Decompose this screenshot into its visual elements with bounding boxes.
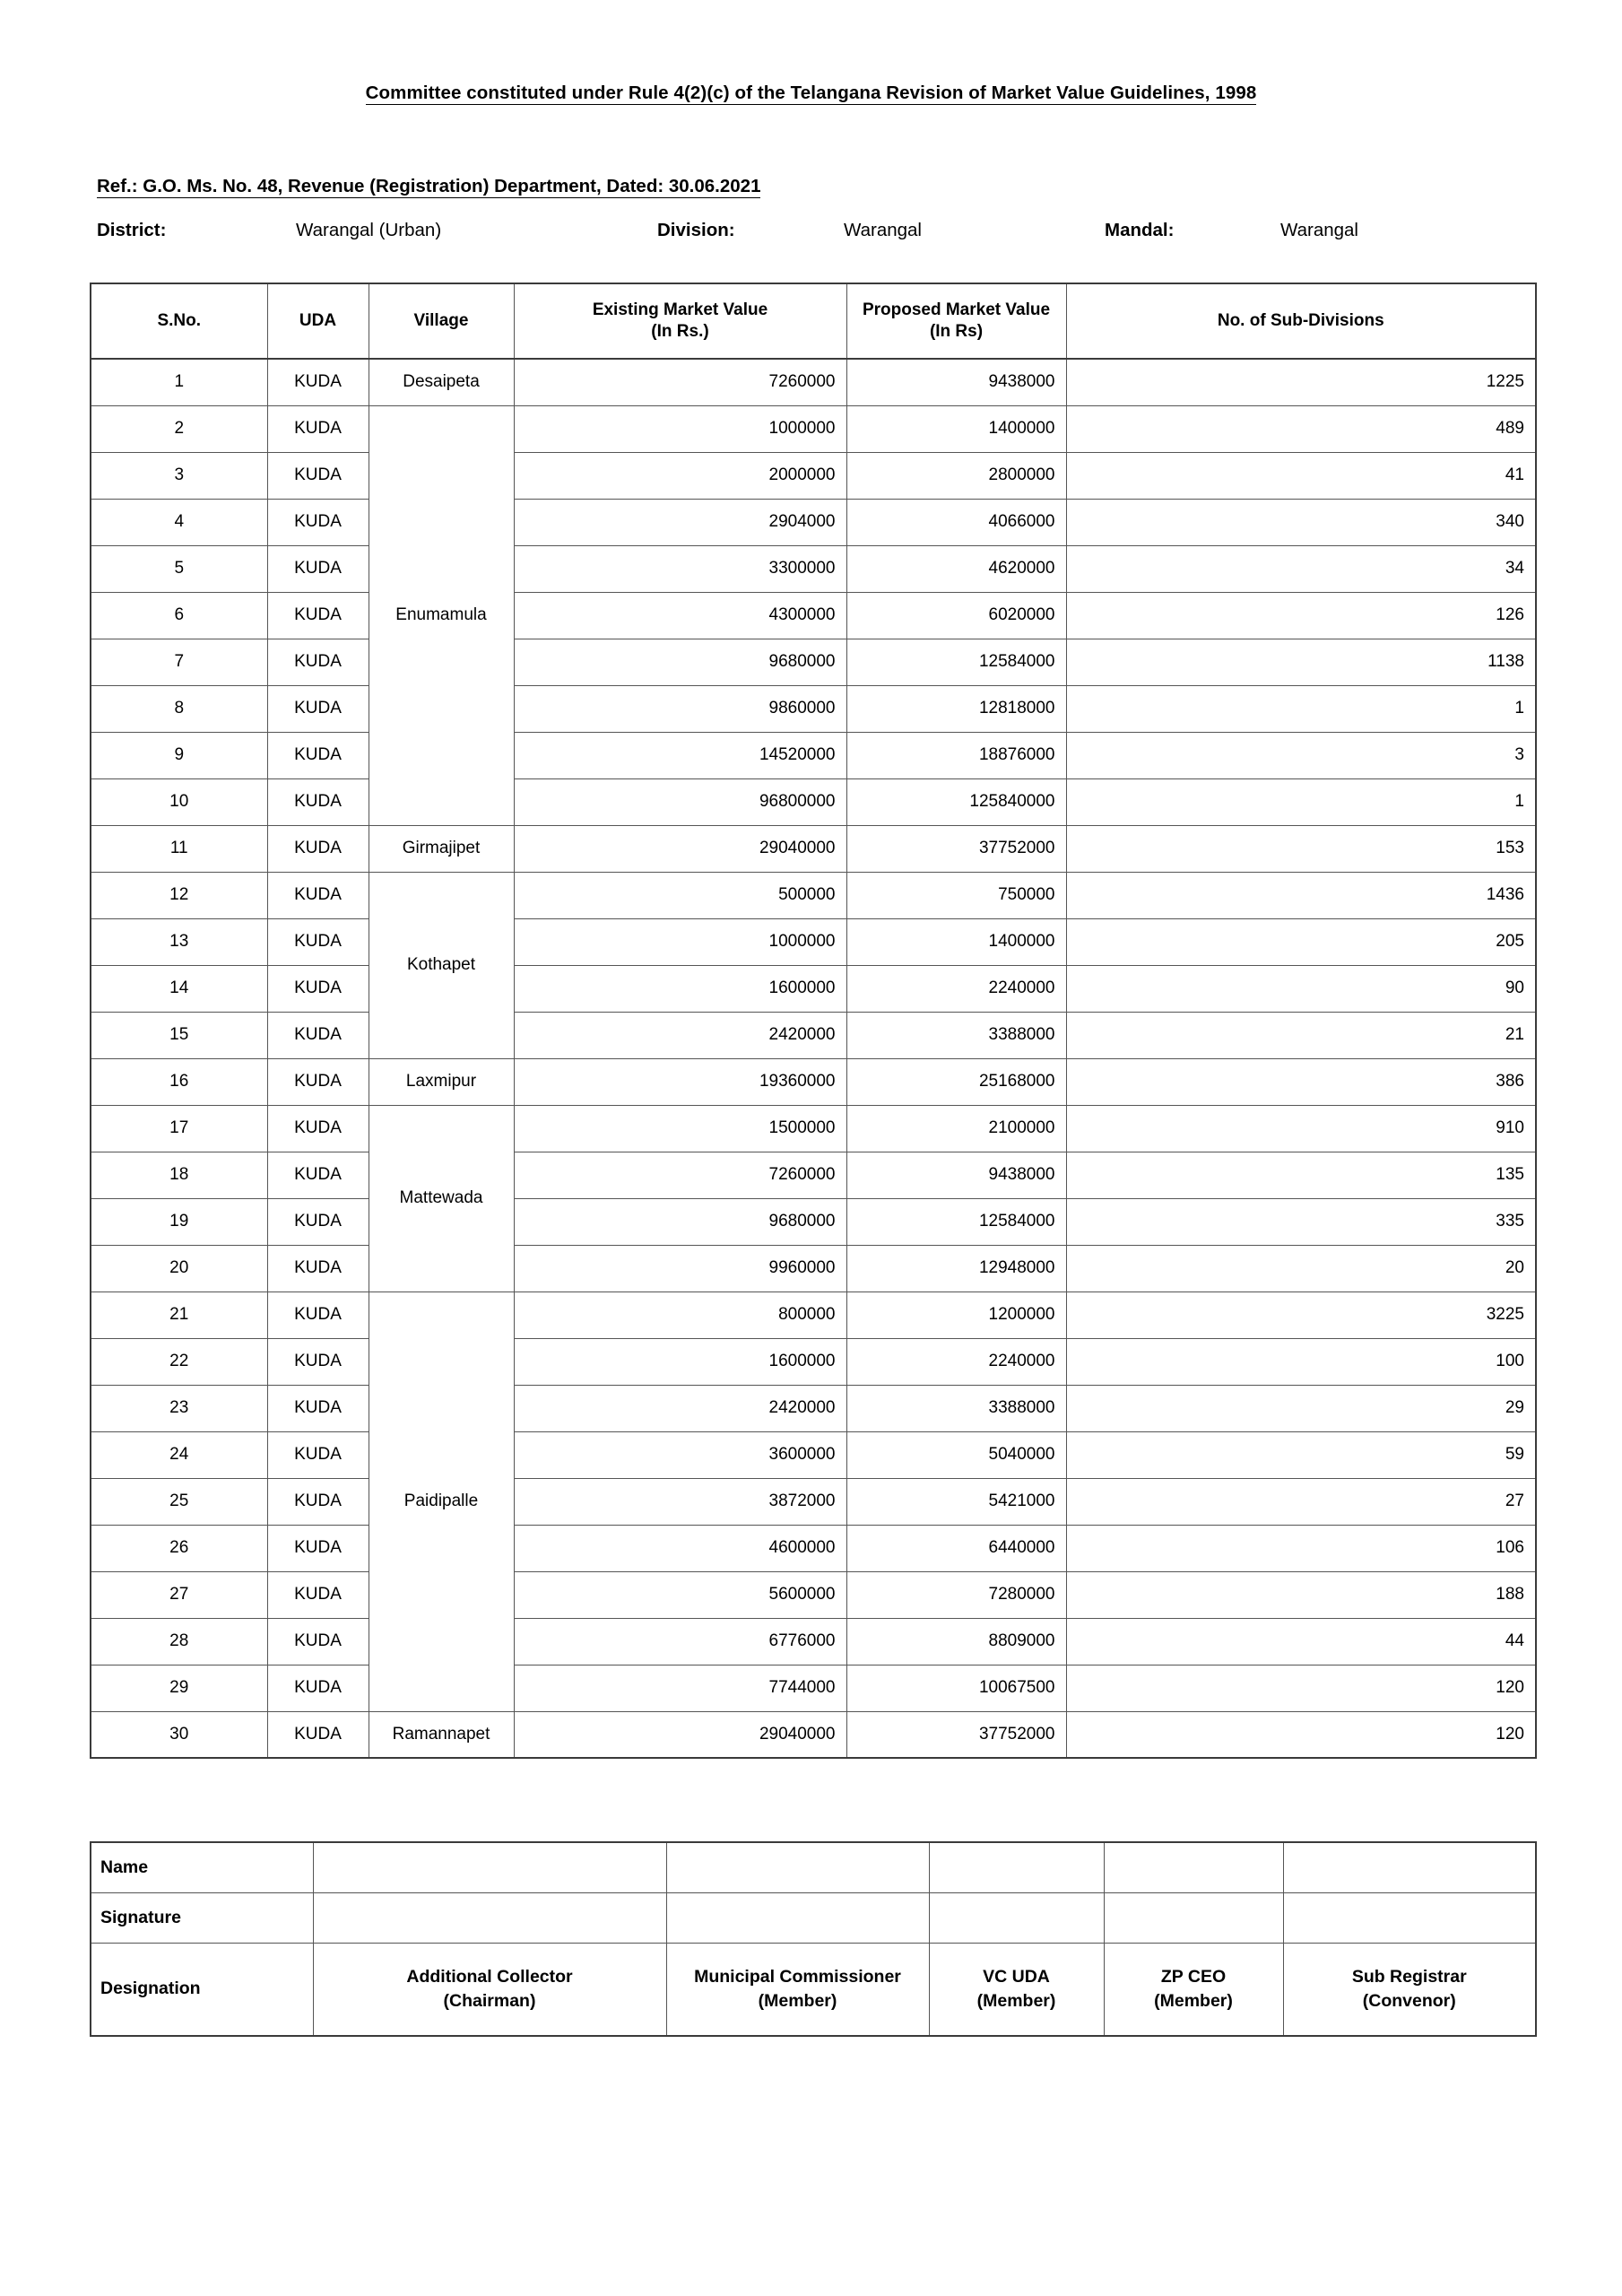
cell-existing-market-value: 4600000 — [514, 1525, 846, 1571]
cell-proposed-market-value: 37752000 — [846, 825, 1066, 872]
cell-existing-market-value: 1000000 — [514, 918, 846, 965]
cell-proposed-market-value: 6440000 — [846, 1525, 1066, 1571]
cell-village: Desaipeta — [369, 359, 514, 405]
name-entry-cell[interactable] — [1104, 1842, 1283, 1892]
existing-mv-line2: (In Rs.) — [651, 322, 709, 341]
col-header-proposed-market-value — [846, 283, 1066, 359]
cell-proposed-market-value: 3388000 — [846, 1385, 1066, 1431]
cell-proposed-market-value: 9438000 — [846, 1152, 1066, 1198]
cell-sno: 24 — [91, 1431, 267, 1478]
cell-subdivisions: 489 — [1066, 405, 1536, 452]
cell-sno: 28 — [91, 1618, 267, 1665]
cell-sno: 17 — [91, 1105, 267, 1152]
cell-sno: 12 — [91, 872, 267, 918]
cell-subdivisions: 205 — [1066, 918, 1536, 965]
cell-proposed-market-value: 4066000 — [846, 499, 1066, 545]
cell-existing-market-value: 29040000 — [514, 1711, 846, 1758]
cell-village: Girmajipet — [369, 825, 514, 872]
cell-existing-market-value: 800000 — [514, 1292, 846, 1338]
cell-proposed-market-value: 5421000 — [846, 1478, 1066, 1525]
table-body — [91, 359, 1536, 1758]
cell-uda: KUDA — [267, 1292, 369, 1338]
cell-sno: 23 — [91, 1385, 267, 1431]
signature-row-label-signature: Signature — [91, 1892, 313, 1943]
table-row — [91, 1618, 1536, 1665]
designation-role: (Chairman) — [443, 1990, 536, 2011]
cell-subdivisions: 3225 — [1066, 1292, 1536, 1338]
cell-uda: KUDA — [267, 1711, 369, 1758]
cell-village: Kothapet — [369, 872, 514, 1058]
cell-existing-market-value: 4300000 — [514, 592, 846, 639]
cell-village: Laxmipur — [369, 1058, 514, 1105]
designation-role: (Member) — [976, 1990, 1056, 2011]
table-row — [91, 1431, 1536, 1478]
cell-proposed-market-value: 4620000 — [846, 545, 1066, 592]
cell-uda: KUDA — [267, 1618, 369, 1665]
table-row — [91, 452, 1536, 499]
cell-village: Paidipalle — [369, 1292, 514, 1711]
cell-subdivisions: 120 — [1066, 1711, 1536, 1758]
cell-village: Ramannapet — [369, 1711, 514, 1758]
signature-row-signature — [91, 1892, 1536, 1943]
table-header-row — [91, 283, 1536, 359]
col-header-sno: S.No. — [91, 283, 267, 359]
cell-sno: 7 — [91, 639, 267, 685]
cell-uda: KUDA — [267, 965, 369, 1012]
cell-existing-market-value: 3300000 — [514, 545, 846, 592]
table-row — [91, 778, 1536, 825]
cell-proposed-market-value: 10067500 — [846, 1665, 1066, 1711]
col-header-village: Village — [369, 283, 514, 359]
cell-existing-market-value: 14520000 — [514, 732, 846, 778]
cell-sno: 3 — [91, 452, 267, 499]
cell-sno: 4 — [91, 499, 267, 545]
cell-proposed-market-value: 12584000 — [846, 639, 1066, 685]
mandal-label: Mandal: — [1105, 220, 1175, 240]
table-row — [91, 918, 1536, 965]
cell-uda: KUDA — [267, 405, 369, 452]
cell-existing-market-value: 2904000 — [514, 499, 846, 545]
signature-table-body — [91, 1842, 1536, 2036]
cell-proposed-market-value: 8809000 — [846, 1618, 1066, 1665]
table-row — [91, 499, 1536, 545]
cell-subdivisions: 1138 — [1066, 639, 1536, 685]
cell-subdivisions: 135 — [1066, 1152, 1536, 1198]
cell-subdivisions: 153 — [1066, 825, 1536, 872]
designation-title: Municipal Commissioner — [694, 1967, 901, 1987]
designation-cell — [1283, 1943, 1536, 2036]
table-row — [91, 1245, 1536, 1292]
cell-existing-market-value: 3872000 — [514, 1478, 846, 1525]
division-value: Warangal — [844, 220, 922, 240]
cell-uda: KUDA — [267, 685, 369, 732]
cell-sno: 1 — [91, 359, 267, 405]
table-row — [91, 1571, 1536, 1618]
cell-subdivisions: 120 — [1066, 1665, 1536, 1711]
signature-entry-cell[interactable] — [313, 1892, 666, 1943]
cell-existing-market-value: 7260000 — [514, 359, 846, 405]
cell-uda: KUDA — [267, 1198, 369, 1245]
designation-cell — [1104, 1943, 1283, 2036]
cell-sno: 9 — [91, 732, 267, 778]
cell-subdivisions: 59 — [1066, 1431, 1536, 1478]
cell-existing-market-value: 500000 — [514, 872, 846, 918]
cell-uda: KUDA — [267, 1385, 369, 1431]
table-row — [91, 1058, 1536, 1105]
table-row — [91, 1665, 1536, 1711]
table-row — [91, 685, 1536, 732]
cell-sno: 2 — [91, 405, 267, 452]
cell-sno: 11 — [91, 825, 267, 872]
cell-sno: 27 — [91, 1571, 267, 1618]
cell-existing-market-value: 9860000 — [514, 685, 846, 732]
cell-sno: 19 — [91, 1198, 267, 1245]
cell-proposed-market-value: 2240000 — [846, 1338, 1066, 1385]
cell-uda: KUDA — [267, 592, 369, 639]
table-row — [91, 872, 1536, 918]
cell-sno: 22 — [91, 1338, 267, 1385]
table-row — [91, 592, 1536, 639]
cell-proposed-market-value: 750000 — [846, 872, 1066, 918]
cell-subdivisions: 27 — [1066, 1478, 1536, 1525]
cell-proposed-market-value: 2240000 — [846, 965, 1066, 1012]
cell-existing-market-value: 5600000 — [514, 1571, 846, 1618]
reference-line — [97, 176, 760, 197]
cell-sno: 16 — [91, 1058, 267, 1105]
cell-sno: 20 — [91, 1245, 267, 1292]
cell-existing-market-value: 19360000 — [514, 1058, 846, 1105]
cell-sno: 25 — [91, 1478, 267, 1525]
cell-existing-market-value: 1000000 — [514, 405, 846, 452]
cell-existing-market-value: 9680000 — [514, 1198, 846, 1245]
designation-title: Sub Registrar — [1351, 1967, 1467, 1987]
cell-sno: 15 — [91, 1012, 267, 1058]
table-row — [91, 1292, 1536, 1338]
table-row — [91, 359, 1536, 405]
cell-sno: 8 — [91, 685, 267, 732]
cell-uda: KUDA — [267, 1245, 369, 1292]
cell-subdivisions: 90 — [1066, 965, 1536, 1012]
cell-sno: 26 — [91, 1525, 267, 1571]
cell-uda: KUDA — [267, 825, 369, 872]
cell-existing-market-value: 2420000 — [514, 1012, 846, 1058]
cell-sno: 29 — [91, 1665, 267, 1711]
cell-subdivisions: 41 — [1066, 452, 1536, 499]
cell-subdivisions: 1 — [1066, 778, 1536, 825]
designation-role: (Member) — [758, 1990, 837, 2011]
cell-proposed-market-value: 125840000 — [846, 778, 1066, 825]
cell-subdivisions: 21 — [1066, 1012, 1536, 1058]
page-title — [0, 83, 1622, 104]
cell-uda: KUDA — [267, 1105, 369, 1152]
table-row — [91, 1525, 1536, 1571]
col-header-subdivisions: No. of Sub-Divisions — [1066, 283, 1536, 359]
cell-subdivisions: 126 — [1066, 592, 1536, 639]
cell-sno: 14 — [91, 965, 267, 1012]
cell-proposed-market-value: 1200000 — [846, 1292, 1066, 1338]
cell-uda: KUDA — [267, 499, 369, 545]
reference-text: Ref.: G.O. Ms. No. 48, Revenue (Registration) Department, Dated: 30.06.2021 — [97, 176, 761, 196]
cell-existing-market-value: 1500000 — [514, 1105, 846, 1152]
signature-row-label-designation: Designation — [91, 1943, 313, 2036]
cell-proposed-market-value: 12948000 — [846, 1245, 1066, 1292]
cell-proposed-market-value: 3388000 — [846, 1012, 1066, 1058]
cell-uda: KUDA — [267, 1012, 369, 1058]
cell-subdivisions: 3 — [1066, 732, 1536, 778]
cell-existing-market-value: 9680000 — [514, 639, 846, 685]
mandal-value: Warangal — [1280, 220, 1358, 240]
cell-existing-market-value: 7260000 — [514, 1152, 846, 1198]
table-row — [91, 825, 1536, 872]
signature-entry-cell[interactable] — [666, 1892, 929, 1943]
designation-title: ZP CEO — [1160, 1967, 1227, 1987]
cell-uda: KUDA — [267, 359, 369, 405]
cell-subdivisions: 386 — [1066, 1058, 1536, 1105]
cell-uda: KUDA — [267, 1338, 369, 1385]
page-title-text: Committee constituted under Rule 4(2)(c) of the Telangana Revision of Market Value Guidelines, 1998 — [365, 83, 1257, 103]
cell-sno: 18 — [91, 1152, 267, 1198]
table-row — [91, 639, 1536, 685]
cell-existing-market-value: 1600000 — [514, 965, 846, 1012]
cell-uda: KUDA — [267, 918, 369, 965]
cell-uda: KUDA — [267, 1478, 369, 1525]
cell-proposed-market-value: 2800000 — [846, 452, 1066, 499]
cell-sno: 21 — [91, 1292, 267, 1338]
designation-title: Additional Collector — [406, 1967, 573, 1987]
cell-sno: 10 — [91, 778, 267, 825]
table-row — [91, 545, 1536, 592]
cell-subdivisions: 910 — [1066, 1105, 1536, 1152]
designation-role: (Member) — [1154, 1990, 1233, 2011]
cell-existing-market-value: 7744000 — [514, 1665, 846, 1711]
cell-proposed-market-value: 37752000 — [846, 1711, 1066, 1758]
cell-subdivisions: 1436 — [1066, 872, 1536, 918]
cell-proposed-market-value: 12584000 — [846, 1198, 1066, 1245]
cell-uda: KUDA — [267, 1152, 369, 1198]
cell-proposed-market-value: 18876000 — [846, 732, 1066, 778]
signature-entry-cell[interactable] — [929, 1892, 1104, 1943]
location-meta-row — [97, 220, 1531, 247]
cell-uda: KUDA — [267, 1058, 369, 1105]
cell-sno: 13 — [91, 918, 267, 965]
signature-entry-cell[interactable] — [1283, 1892, 1536, 1943]
cell-proposed-market-value: 7280000 — [846, 1571, 1066, 1618]
name-entry-cell[interactable] — [313, 1842, 666, 1892]
designation-cell — [666, 1943, 929, 2036]
market-value-table-container — [90, 283, 1535, 1759]
table-header — [91, 283, 1536, 359]
cell-subdivisions: 29 — [1066, 1385, 1536, 1431]
table-row — [91, 1152, 1536, 1198]
cell-uda: KUDA — [267, 545, 369, 592]
cell-uda: KUDA — [267, 1571, 369, 1618]
cell-subdivisions: 1 — [1066, 685, 1536, 732]
cell-village: Enumamula — [369, 405, 514, 825]
cell-uda: KUDA — [267, 778, 369, 825]
cell-existing-market-value: 96800000 — [514, 778, 846, 825]
name-entry-cell[interactable] — [929, 1842, 1104, 1892]
table-row — [91, 732, 1536, 778]
table-row — [91, 1012, 1536, 1058]
cell-sno: 6 — [91, 592, 267, 639]
cell-uda: KUDA — [267, 1665, 369, 1711]
signature-row-name — [91, 1842, 1536, 1892]
table-row — [91, 1105, 1536, 1152]
cell-proposed-market-value: 6020000 — [846, 592, 1066, 639]
cell-proposed-market-value: 5040000 — [846, 1431, 1066, 1478]
cell-subdivisions: 44 — [1066, 1618, 1536, 1665]
designation-role: (Convenor) — [1362, 1990, 1456, 2011]
cell-existing-market-value: 3600000 — [514, 1431, 846, 1478]
market-value-table — [90, 283, 1537, 1759]
signature-table-container — [90, 1841, 1535, 2037]
division-label: Division: — [657, 220, 735, 240]
cell-existing-market-value: 1600000 — [514, 1338, 846, 1385]
cell-subdivisions: 340 — [1066, 499, 1536, 545]
cell-uda: KUDA — [267, 872, 369, 918]
cell-subdivisions: 100 — [1066, 1338, 1536, 1385]
proposed-mv-line2: (In Rs) — [929, 322, 984, 341]
cell-subdivisions: 34 — [1066, 545, 1536, 592]
cell-existing-market-value: 6776000 — [514, 1618, 846, 1665]
cell-proposed-market-value: 1400000 — [846, 405, 1066, 452]
cell-proposed-market-value: 9438000 — [846, 359, 1066, 405]
cell-subdivisions: 106 — [1066, 1525, 1536, 1571]
signature-entry-cell[interactable] — [1104, 1892, 1283, 1943]
district-label: District: — [97, 220, 167, 240]
district-value: Warangal (Urban) — [296, 220, 442, 240]
cell-proposed-market-value: 12818000 — [846, 685, 1066, 732]
table-row — [91, 1338, 1536, 1385]
cell-sno: 30 — [91, 1711, 267, 1758]
table-row — [91, 1478, 1536, 1525]
name-entry-cell[interactable] — [666, 1842, 929, 1892]
cell-village: Mattewada — [369, 1105, 514, 1292]
existing-mv-line1: Existing Market Value — [592, 300, 768, 320]
table-row — [91, 1198, 1536, 1245]
signature-row-designation — [91, 1943, 1536, 2036]
cell-uda: KUDA — [267, 1525, 369, 1571]
cell-uda: KUDA — [267, 1431, 369, 1478]
table-row — [91, 1385, 1536, 1431]
designation-cell — [313, 1943, 666, 2036]
cell-subdivisions: 20 — [1066, 1245, 1536, 1292]
cell-existing-market-value: 2420000 — [514, 1385, 846, 1431]
cell-uda: KUDA — [267, 452, 369, 499]
cell-uda: KUDA — [267, 639, 369, 685]
proposed-mv-line1: Proposed Market Value — [862, 300, 1051, 320]
name-entry-cell[interactable] — [1283, 1842, 1536, 1892]
cell-proposed-market-value: 25168000 — [846, 1058, 1066, 1105]
cell-proposed-market-value: 2100000 — [846, 1105, 1066, 1152]
col-header-uda: UDA — [267, 283, 369, 359]
cell-subdivisions: 335 — [1066, 1198, 1536, 1245]
cell-proposed-market-value: 1400000 — [846, 918, 1066, 965]
designation-cell — [929, 1943, 1104, 2036]
table-row — [91, 405, 1536, 452]
cell-existing-market-value: 29040000 — [514, 825, 846, 872]
designation-title: VC UDA — [983, 1967, 1050, 1987]
cell-sno: 5 — [91, 545, 267, 592]
table-row — [91, 1711, 1536, 1758]
cell-existing-market-value: 9960000 — [514, 1245, 846, 1292]
table-row — [91, 965, 1536, 1012]
cell-uda: KUDA — [267, 732, 369, 778]
cell-subdivisions: 188 — [1066, 1571, 1536, 1618]
signature-row-label-name: Name — [91, 1842, 313, 1892]
col-header-existing-market-value — [514, 283, 846, 359]
signature-table — [90, 1841, 1537, 2037]
cell-existing-market-value: 2000000 — [514, 452, 846, 499]
cell-subdivisions: 1225 — [1066, 359, 1536, 405]
